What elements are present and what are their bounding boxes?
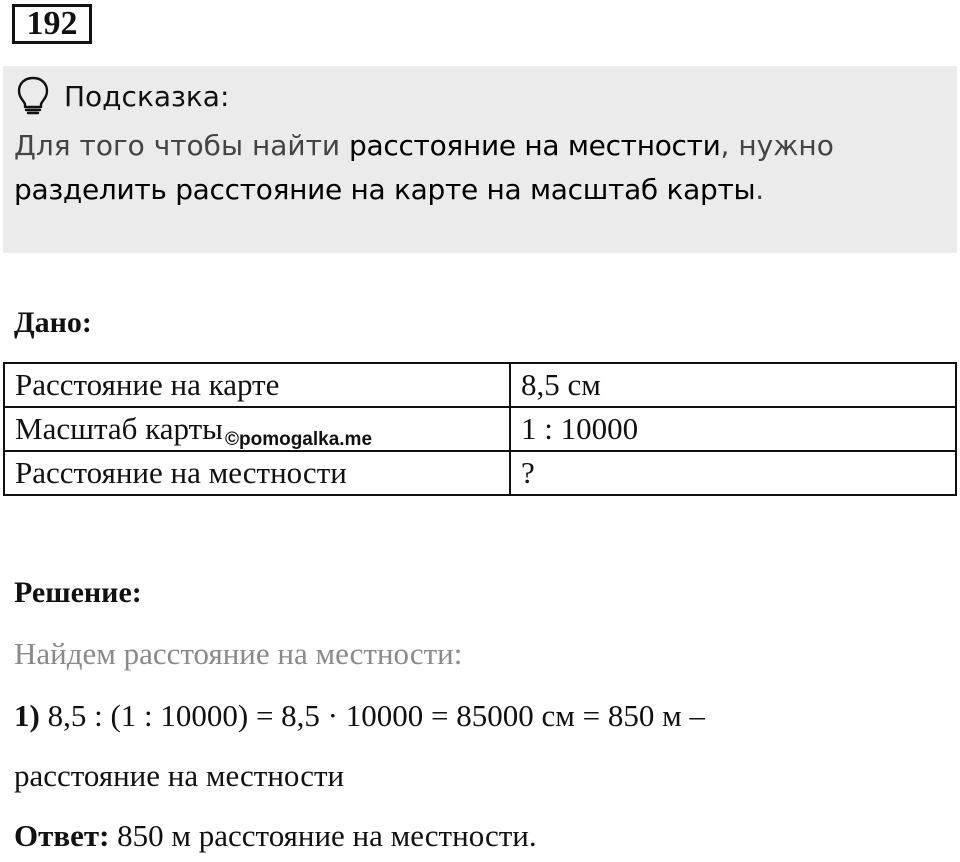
given-value-cell: ? (510, 451, 956, 495)
table-row (4, 451, 956, 495)
given-row-name: Расстояние на местности (15, 455, 347, 490)
given-row-name: Расстояние на карте (15, 367, 280, 402)
hint-text-part3: . (755, 173, 765, 206)
answer-line (14, 818, 537, 854)
step-number: 1) (14, 698, 40, 733)
lightbulb-icon (16, 76, 50, 116)
hint-text-part2: , нужно (720, 129, 834, 162)
hint-text (14, 124, 944, 212)
hint-emphasis-1: расстояние на местности (349, 129, 721, 162)
hint-title (16, 76, 229, 116)
given-name-cell (4, 407, 510, 451)
task-number: 192 (12, 4, 92, 44)
solution-label: Решение: (14, 576, 142, 609)
given-name-cell (4, 451, 510, 495)
answer-text: 850 м расстояние на местности. (109, 818, 537, 853)
given-value-cell: 8,5 см (510, 363, 956, 407)
table-row (4, 363, 956, 407)
given-name-cell (4, 363, 510, 407)
hint-text-part1: Для того чтобы найти (14, 129, 350, 162)
given-row-name: Масштаб карты (15, 411, 223, 446)
answer-label: Ответ: (14, 818, 110, 853)
solution-intro: Найдем расстояние на местности: (14, 636, 463, 671)
watermark: ©pomogalka.me (224, 429, 373, 450)
hint-emphasis-2: разделить расстояние на карте на масштаб карты (14, 173, 756, 206)
hint-title-text: Подсказка: (64, 79, 230, 113)
given-label: Дано: (14, 306, 92, 339)
table-row (4, 407, 956, 451)
given-table (3, 362, 957, 496)
solution-step-1-continuation: расстояние на местности (14, 758, 345, 793)
step-expression: 8,5 : (1 : 10000) = 8,5 · 10000 = 85000 см = 850 м – (39, 698, 705, 733)
solution-step-1 (14, 698, 705, 734)
given-value-cell: 1 : 10000 (510, 407, 956, 451)
